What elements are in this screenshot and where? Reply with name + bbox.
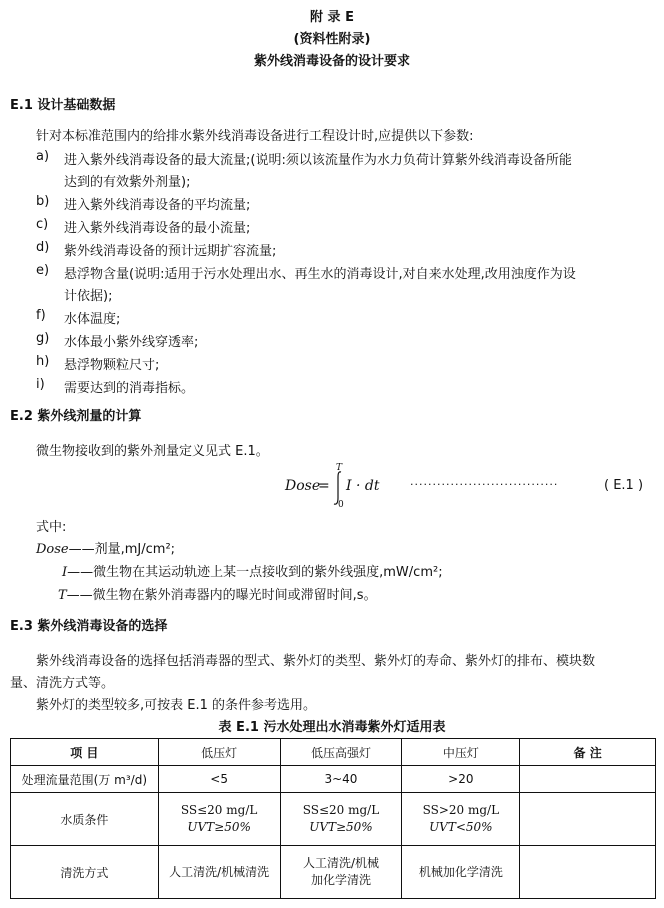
column-header: 低压高强灯 bbox=[280, 739, 402, 766]
list-item-marker: i) bbox=[36, 377, 45, 392]
section-e1-intro: 针对本标准范围内的给排水紫外线消毒设备进行工程设计时,应提供以下参数: bbox=[36, 129, 474, 144]
integral-upper-limit: T bbox=[336, 463, 343, 473]
appendix-label: 附 录 E bbox=[310, 10, 354, 25]
table-cell bbox=[280, 793, 402, 846]
row-label: 水质条件 bbox=[11, 793, 159, 846]
table-cell bbox=[402, 846, 520, 899]
cell-line: UVT<50% bbox=[429, 820, 493, 834]
cell-line: SS≤20 mg/L bbox=[180, 803, 258, 817]
table-row bbox=[11, 766, 656, 793]
cell-line: UVT≥50% bbox=[187, 820, 251, 834]
definition-dash: —— bbox=[68, 542, 95, 557]
where-label: 式中: bbox=[36, 520, 67, 535]
table-cell bbox=[402, 766, 520, 793]
definition-text: 剂量,mJ/cm²; bbox=[94, 542, 176, 557]
cell-line: <5 bbox=[210, 771, 228, 786]
list-item: 水体温度; bbox=[64, 312, 121, 327]
list-item: 紫外线消毒设备的预计远期扩容流量; bbox=[64, 244, 277, 259]
list-item: 悬浮物颗粒尺寸; bbox=[64, 358, 160, 373]
column-header: 项 目 bbox=[11, 739, 159, 766]
table-cell bbox=[280, 846, 402, 899]
table-row bbox=[11, 793, 656, 846]
table-cell bbox=[402, 793, 520, 846]
table-cell bbox=[158, 766, 280, 793]
cell-line: SS>20 mg/L bbox=[422, 803, 500, 817]
formula-equals: = bbox=[318, 478, 330, 494]
definition-item bbox=[36, 538, 175, 557]
list-item: 进入紫外线消毒设备的最小流量; bbox=[64, 221, 251, 236]
appendix-title: 紫外线消毒设备的设计要求 bbox=[253, 54, 410, 69]
note-cell bbox=[520, 846, 656, 899]
list-item: 需要达到的消毒指标。 bbox=[64, 381, 195, 396]
list-item-continuation: 达到的有效紫外剂量); bbox=[64, 175, 191, 190]
lamp-selection-table bbox=[10, 738, 656, 899]
formula-leader-dots: ································· bbox=[410, 478, 559, 491]
list-item-marker: h) bbox=[36, 354, 50, 369]
list-item: 进入紫外线消毒设备的最大流量;(说明:须以该流量作为水力负荷计算紫外线消毒设备所能 bbox=[64, 153, 572, 168]
definition-symbol: Dose bbox=[36, 542, 69, 557]
definition-text: 微生物在紫外消毒器内的曝光时间或滞留时间,s。 bbox=[92, 588, 377, 603]
definition-symbol: T bbox=[58, 588, 67, 603]
definition-dash: —— bbox=[66, 588, 93, 603]
column-header: 备 注 bbox=[520, 739, 656, 766]
cell-line: 加化学清洗 bbox=[310, 873, 371, 887]
integral-lower-limit: 0 bbox=[338, 500, 344, 510]
row-label: 处理流量范围(万 m³/d) bbox=[11, 766, 159, 793]
table-cell bbox=[158, 793, 280, 846]
section-e3-heading: E.3 紫外线消毒设备的选择 bbox=[10, 619, 168, 634]
list-item-marker: e) bbox=[36, 263, 50, 278]
list-item-marker: b) bbox=[36, 194, 50, 209]
table-cell bbox=[280, 766, 402, 793]
table-header-row bbox=[11, 739, 656, 766]
formula-lhs: Dose bbox=[285, 478, 321, 494]
list-item-continuation: 计依据); bbox=[64, 289, 113, 304]
list-item-marker: d) bbox=[36, 240, 50, 255]
cell-line: 人工清洗/机械清洗 bbox=[169, 864, 270, 879]
list-item-marker: a) bbox=[36, 149, 50, 164]
column-header: 低压灯 bbox=[158, 739, 280, 766]
row-label: 清洗方式 bbox=[11, 846, 159, 899]
list-item: 悬浮物含量(说明:适用于污水处理出水、再生水的消毒设计,对自来水处理,改用浊度作为设 bbox=[64, 267, 576, 282]
definition-dash: —— bbox=[67, 565, 94, 580]
formula-number: ( E.1 ) bbox=[604, 478, 644, 493]
section-e3-paragraph: 紫外灯的类型较多,可按表 E.1 的条件参考选用。 bbox=[36, 698, 317, 713]
section-e2-heading: E.2 紫外线剂量的计算 bbox=[10, 409, 142, 424]
table-cell bbox=[158, 846, 280, 899]
table-row bbox=[11, 846, 656, 899]
list-item: 进入紫外线消毒设备的平均流量; bbox=[64, 198, 251, 213]
definition-symbol: I bbox=[62, 565, 68, 580]
list-item-marker: g) bbox=[36, 331, 50, 346]
cell-line: >20 bbox=[448, 771, 474, 786]
cell-line: 人工清洗/机械 bbox=[302, 856, 379, 870]
list-item: 水体最小紫外线穿透率; bbox=[64, 335, 199, 350]
section-e3-paragraph-line: 紫外线消毒设备的选择包括消毒器的型式、紫外灯的类型、紫外灯的寿命、紫外灯的排布、模块数 bbox=[36, 654, 596, 669]
cell-line: UVT≥50% bbox=[309, 820, 373, 834]
table-caption: 表 E.1 污水处理出水消毒紫外灯适用表 bbox=[218, 720, 446, 735]
cell-line: SS≤20 mg/L bbox=[302, 803, 380, 817]
note-cell bbox=[520, 766, 656, 793]
definition-text: 微生物在其运动轨迹上某一点接收到的紫外线强度,mW/cm²; bbox=[93, 565, 443, 580]
list-item-marker: c) bbox=[36, 217, 49, 232]
cell-line: 3~40 bbox=[324, 771, 358, 786]
appendix-nature: (资料性附录) bbox=[293, 32, 371, 47]
cell-line: 机械加化学清洗 bbox=[418, 864, 503, 879]
note-cell bbox=[520, 793, 656, 846]
formula-integrand: I · dt bbox=[346, 478, 380, 494]
section-e2-intro: 微生物接收到的紫外剂量定义见式 E.1。 bbox=[36, 444, 269, 459]
definition-item bbox=[62, 561, 443, 580]
definition-item bbox=[58, 584, 377, 603]
list-item-marker: f) bbox=[36, 308, 46, 323]
section-e3-paragraph-line: 量、清洗方式等。 bbox=[10, 676, 115, 691]
section-e1-heading: E.1 设计基础数据 bbox=[10, 98, 116, 113]
column-header: 中压灯 bbox=[402, 739, 520, 766]
